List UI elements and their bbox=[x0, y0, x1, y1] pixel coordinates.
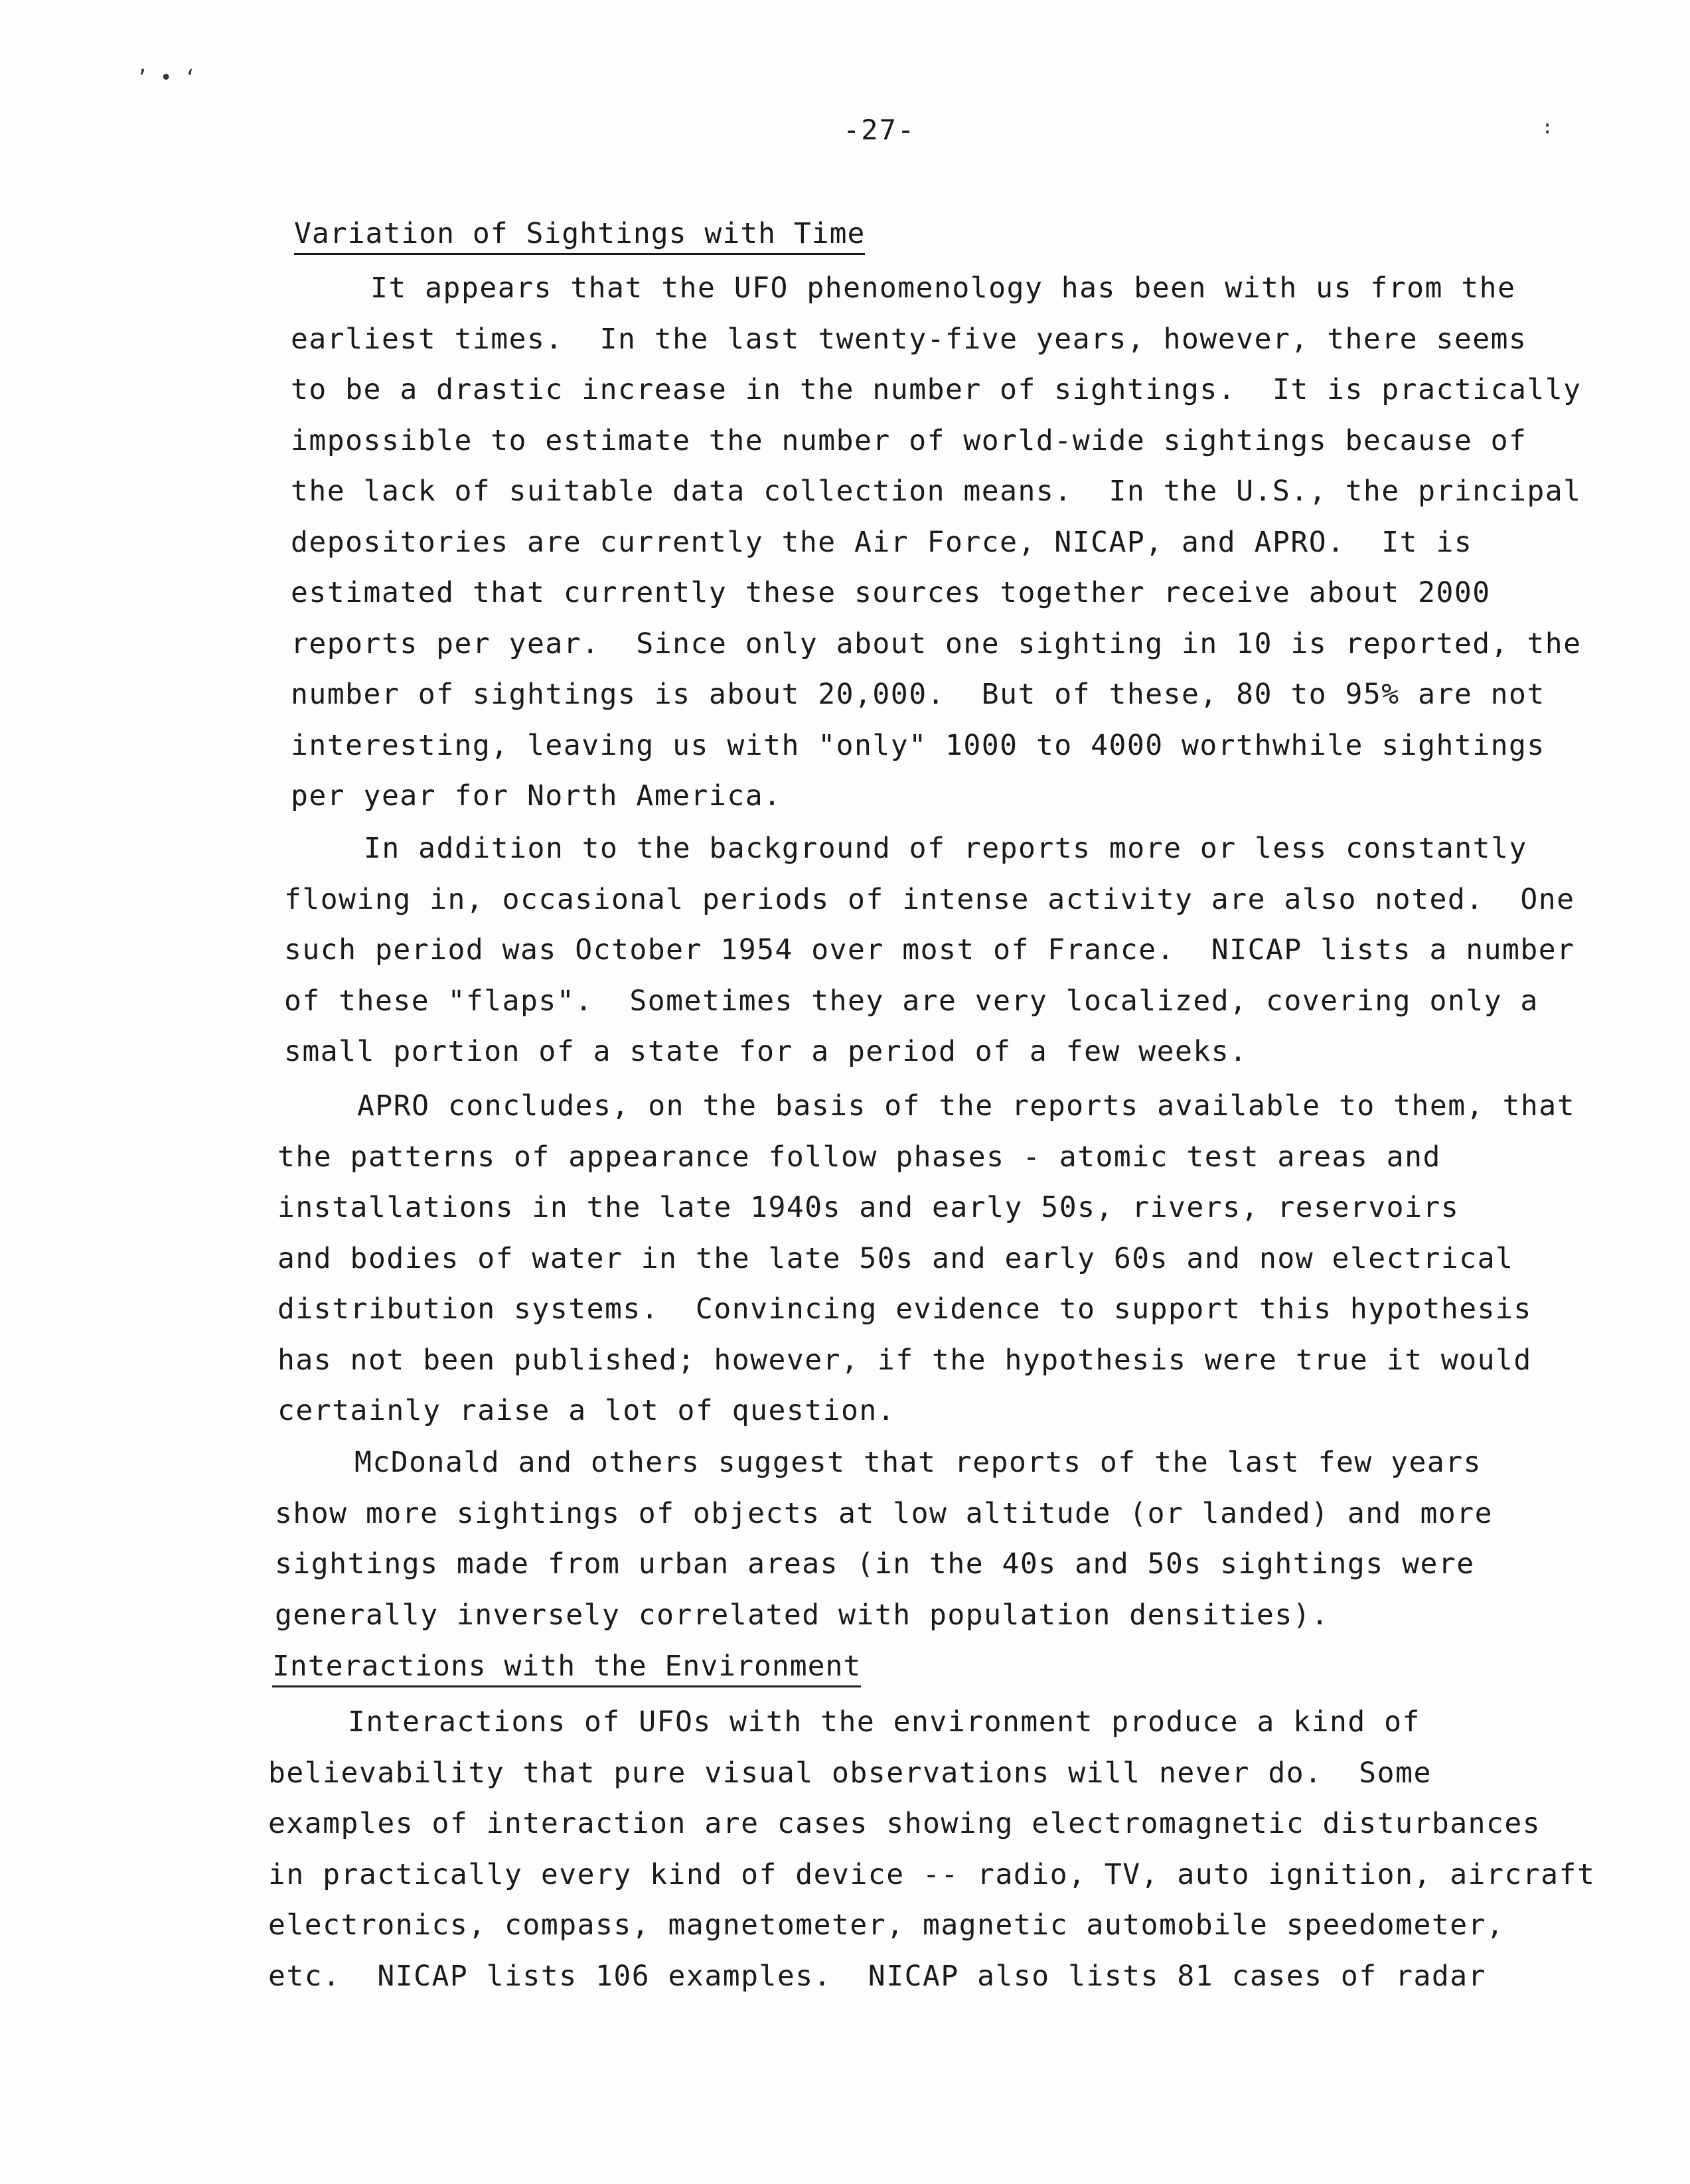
text-line: in practically every kind of device -- radio, TV, auto ignition, aircraft bbox=[268, 1857, 1596, 1891]
text-line: interesting, leaving us with "only" 1000 to 4000 worthwhile sightings bbox=[291, 728, 1545, 762]
text-line: depositories are currently the Air Force, NICAP, and APRO. It is bbox=[291, 525, 1473, 559]
text-line: It appears that the UFO phenomenology has been with us from the bbox=[370, 272, 1516, 305]
text-line: impossible to estimate the number of world-wide sightings because of bbox=[291, 424, 1527, 457]
text-line: etc. NICAP lists 106 examples. NICAP also lists 81 cases of radar bbox=[268, 1959, 1487, 1993]
text-line: installations in the late 1940s and early 50s, rivers, reservoirs bbox=[277, 1191, 1460, 1224]
text-line: McDonald and others suggest that reports of the last few years bbox=[354, 1446, 1482, 1479]
text-line: estimated that currently these sources together receive about 2000 bbox=[291, 576, 1491, 609]
scan-mark-right: ∶ bbox=[1541, 117, 1554, 140]
text-line: flowing in, occasional periods of intense activity are also noted. One bbox=[284, 882, 1575, 916]
text-line: generally inversely correlated with population densities). bbox=[275, 1598, 1330, 1632]
text-line: reports per year. Since only about one sighting in 10 is reported, the bbox=[291, 627, 1582, 661]
paragraph-4 bbox=[275, 1437, 1536, 1640]
text-line: to be a drastic increase in the number of sightings. It is practically bbox=[291, 373, 1582, 406]
text-line: the patterns of appearance follow phases - atomic test areas and bbox=[277, 1140, 1441, 1174]
text-line: believability that pure visual observations will never do. Some bbox=[268, 1756, 1432, 1790]
text-line: number of sightings is about 20,000. But of these, 80 to 95% are not bbox=[291, 678, 1545, 711]
paragraph-2 bbox=[284, 823, 1575, 1077]
text-line: Interactions of UFOs with the environment produce a kind of bbox=[348, 1705, 1421, 1739]
paragraph-5 bbox=[268, 1697, 1596, 2001]
text-line: has not been published; however, if the hypothesis were true it would bbox=[277, 1343, 1532, 1377]
text-line: distribution systems. Convincing evidence to support this hypothesis bbox=[277, 1292, 1532, 1326]
text-line: electronics, compass, magnetometer, magnetic automobile speedometer, bbox=[268, 1909, 1505, 1942]
text-line: certainly raise a lot of question. bbox=[277, 1394, 896, 1427]
text-line: of these "flaps". Sometimes they are very localized, covering only a bbox=[284, 984, 1539, 1018]
text-line: the lack of suitable data collection means. In the U.S., the principal bbox=[291, 475, 1582, 508]
text-line: per year for North America. bbox=[291, 779, 782, 813]
text-line: examples of interaction are cases showing electromagnetic disturbances bbox=[268, 1807, 1541, 1840]
text-line: such period was October 1954 over most of France. NICAP lists a number bbox=[284, 933, 1575, 967]
section-heading-variation: Variation of Sightings with Time bbox=[294, 214, 865, 254]
text-line: small portion of a state for a period of a few weeks. bbox=[284, 1035, 1248, 1068]
section-heading-interactions: Interactions with the Environment bbox=[272, 1646, 861, 1686]
text-line: show more sightings of objects at low altitude (or landed) and more bbox=[275, 1496, 1494, 1530]
text-line: In addition to the background of reports more or less constantly bbox=[364, 832, 1527, 865]
paragraph-3 bbox=[277, 1081, 1576, 1437]
text-line: APRO concludes, on the basis of the reports available to them, that bbox=[357, 1089, 1576, 1123]
paragraph-1 bbox=[291, 263, 1582, 822]
scan-mark-left: ʼ • ʻ bbox=[136, 66, 196, 90]
page-number: -27- bbox=[843, 114, 916, 146]
text-line: earliest times. In the last twenty-five years, however, there seems bbox=[291, 322, 1527, 356]
text-line: sightings made from urban areas (in the 40s and 50s sightings were bbox=[275, 1547, 1475, 1581]
text-line: and bodies of water in the late 50s and early 60s and now electrical bbox=[277, 1241, 1514, 1275]
